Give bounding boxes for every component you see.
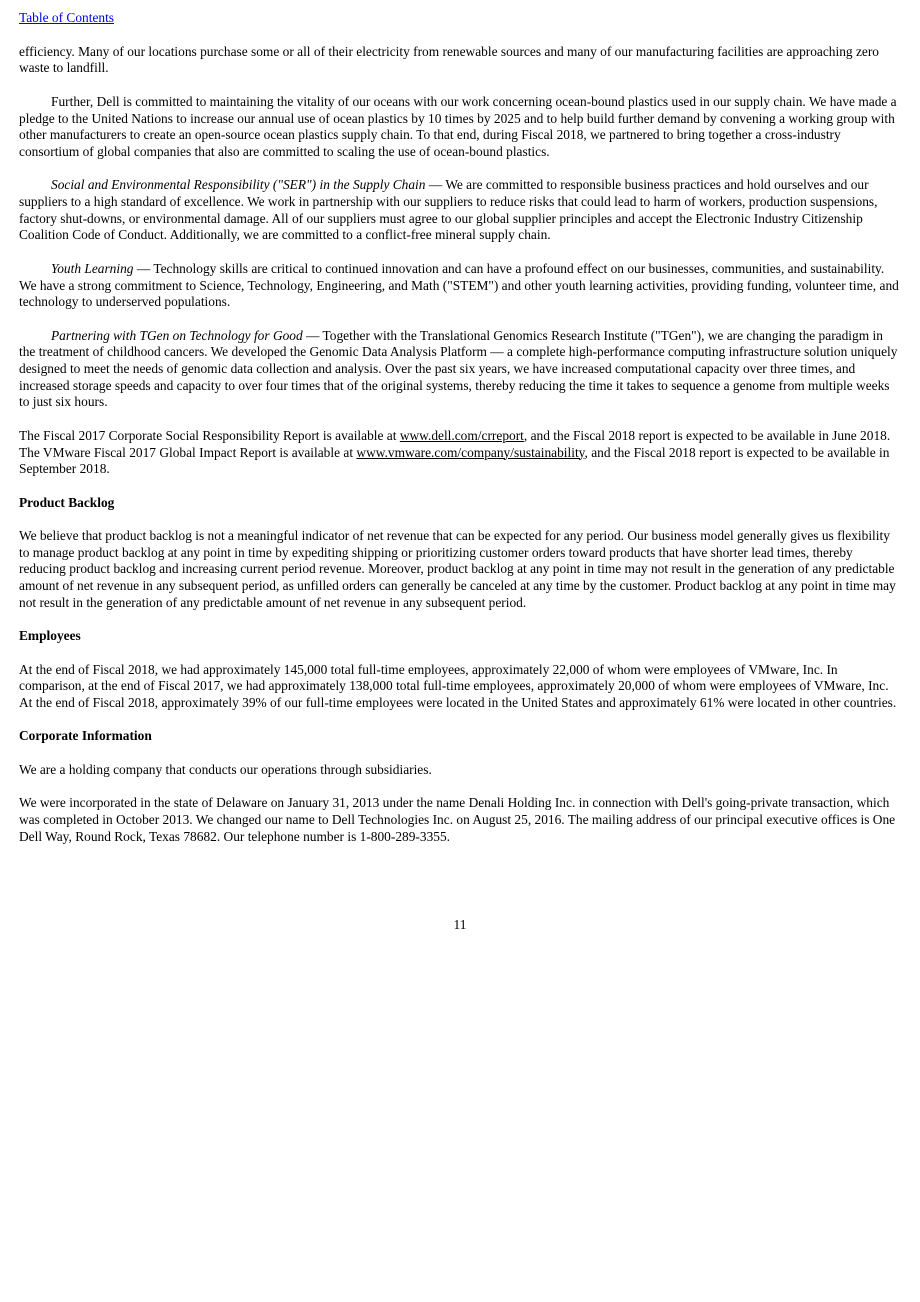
paragraph-incorporation: We were incorporated in the state of Delaware on January 31, 2013 under the name Denali Holding Inc. in connection with Dell's going-private transaction, which was completed in October 2013. We changed our name to Dell Technologies Inc. on August 25, 2016. The mailing address of our principal executive offices is One Dell Way, Round Rock, Texas 78682. Our telephone number is 1-800-289-3355.: [19, 795, 896, 844]
paragraph-tgen: [19, 328, 901, 412]
youth-learning-text: — Technology skills are critical to continued innovation and can have a profound effect on our businesses, communities, and sustainability. We have a strong commitment to Science, Technology, Engineering, and Math ("STEM") and other youth learning activities, providing funding, volunteer time, and technology to underserved populations.: [19, 260, 899, 310]
product-backlog-heading: Product Backlog: [19, 494, 115, 510]
corporate-information-heading: Corporate Information: [19, 728, 152, 744]
paragraph-supply-chain: [19, 177, 901, 244]
paragraph-reports: [19, 428, 901, 478]
paragraph-efficiency: efficiency. Many of our locations purchase some or all of their electricity from renewable sources and many of our manufacturing facilities are approaching zero waste to landfill.: [19, 43, 880, 76]
vmware-sustainability-link[interactable]: www.vmware.com/company/sustainability: [356, 444, 585, 460]
reports-text-a: The Fiscal 2017 Corporate Social Responsibility Report is available at: [19, 427, 400, 443]
dell-crreport-link[interactable]: www.dell.com/crreport: [399, 427, 524, 443]
page-number: 11: [453, 917, 467, 932]
supply-chain-subheading: Social and Environmental Responsibility ("SER") in the Supply Chain: [51, 177, 426, 193]
paragraph-ocean-plastics: Further, Dell is committed to maintaining the vitality of our oceans with our work concerning ocean-bound plastics used in our supply chain. We have made a pledge to the United Nations to increase our annual use of ocean plastics by 10 times by 2025 and to help build further demand by convening a working group with other manufacturers to create an open-source ocean plastics supply chain. To that end, during Fiscal 2018, we partnered to bring together a cross-industry consortium of global companies that also are committed to scaling the use of ocean-bound plastics.: [19, 93, 897, 159]
employees-heading: Employees: [19, 628, 81, 644]
reports-text-c: , and the Fiscal 2018 report is expected to be available in September 2018.: [19, 444, 890, 477]
paragraph-youth-learning: [19, 261, 901, 311]
supply-chain-text: — We are committed to responsible business practices and hold ourselves and our suppliers to a high standard of excellence. We work in partnership with our suppliers to reduce risks that could lead to harm of workers, production suspensions, factory shut-downs, or environmental damage. All of our suppliers must agree to our global supplier principles and accept the Electronic Industry Citizenship Coalition Code of Conduct. Additionally, we are committed to a conflict-free mineral supply chain.: [19, 177, 878, 243]
tgen-text: — Together with the Translational Genomics Research Institute ("TGen"), we are changing the paradigm in the treatment of childhood cancers. We developed the Genomic Data Analysis Platform — a complete high-performance computing infrastructure solution uniquely designed to meet the needs of genomic data collection and analysis. Over the past six years, we have increased computational capacity over three times, and increased storage speeds and capacity to over four times that of the original systems, thereby reducing the time it takes to sequence a genome from multiple weeks to just six hours.: [19, 327, 898, 410]
paragraph-holding-company: We are a holding company that conducts our operations through subsidiaries.: [19, 761, 432, 777]
tgen-subheading: Partnering with TGen on Technology for Good: [51, 327, 303, 343]
paragraph-product-backlog: We believe that product backlog is not a meaningful indicator of net revenue that can be expected for any period. Our business model generally gives us flexibility to manage product backlog at any point in time by expediting shipping or prioritizing customer orders toward products that have shorter lead times, thereby reducing product backlog and increasing current period revenue. Moreover, product backlog at any point in time may not result in the generation of any predictable amount of net revenue in any subsequent period, as unfilled orders can generally be canceled at any time by the customer. Product backlog at any point in time may not result in the generation of any predictable amount of net revenue in any subsequent period.: [19, 527, 896, 610]
reports-text-b: , and the Fiscal 2018 report is expected to be available in June 2018. The VMware Fiscal 2017 Global Impact Report is available at: [19, 427, 891, 460]
youth-learning-subheading: Youth Learning: [51, 260, 134, 276]
paragraph-employees: At the end of Fiscal 2018, we had approximately 145,000 total full-time employees, approximately 22,000 of whom were employees of VMware, Inc. In comparison, at the end of Fiscal 2017, we had approximately 138,000 total full-time employees, approximately 20,000 of whom were employees of VMware, Inc. At the end of Fiscal 2018, approximately 39% of our full-time employees were located in the United States and approximately 61% were located in other countries.: [19, 661, 897, 710]
table-of-contents-link[interactable]: Table of Contents: [19, 10, 115, 25]
